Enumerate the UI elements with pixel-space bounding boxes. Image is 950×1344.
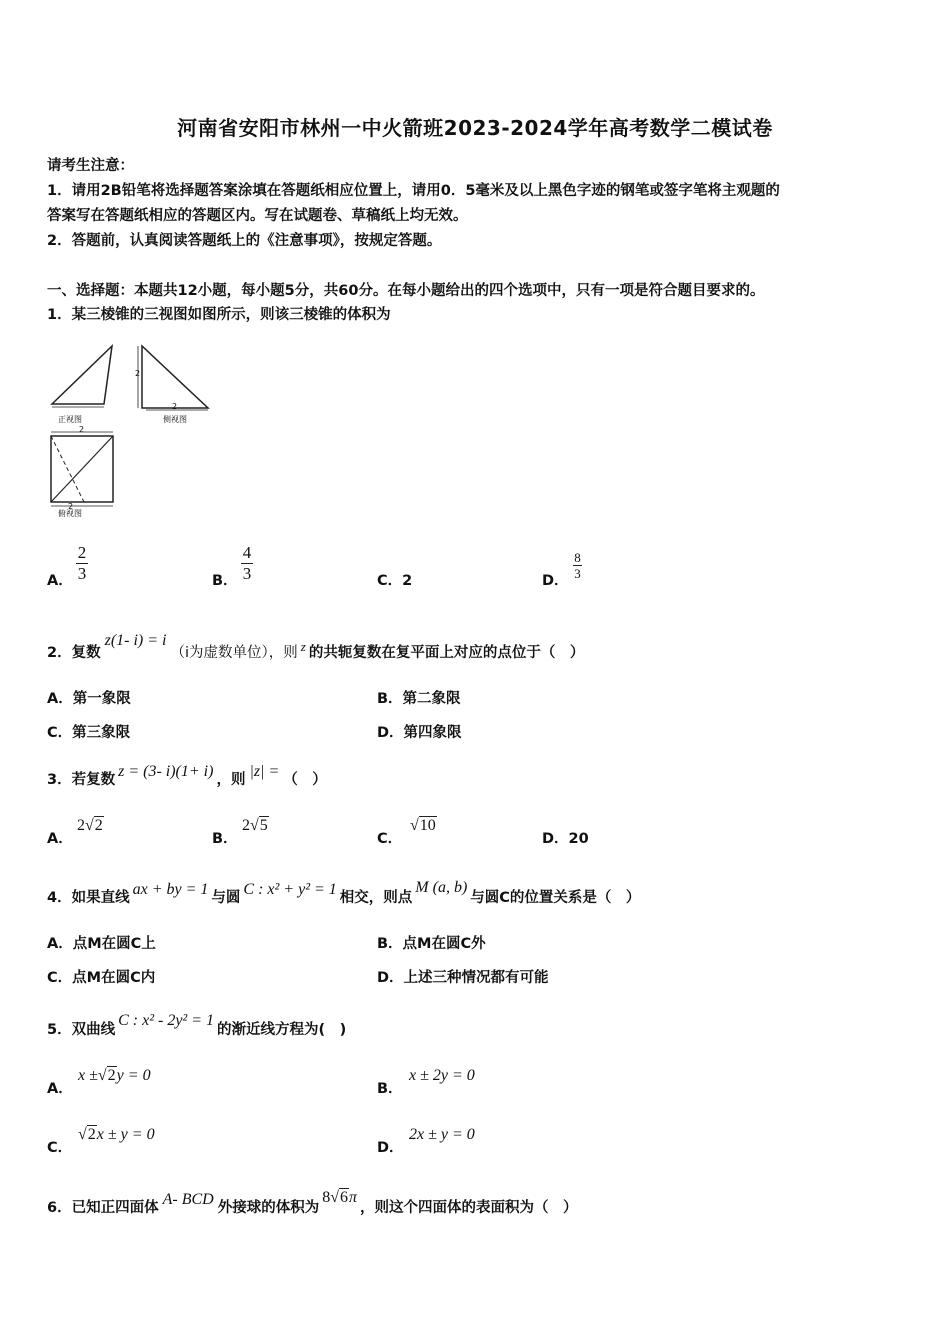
q6-stem: 6．已知正四面体 A- BCD 外接球的体积为8√6π，则这个四面体的表面积为（ ） — [47, 1189, 578, 1216]
q1-stem: 1．某三棱锥的三视图如图所示，则该三棱锥的体积为 — [47, 307, 391, 323]
q3-option-c-label: C． — [377, 831, 403, 847]
q2-option-b: B．第二象限 — [377, 691, 461, 707]
q5-option-c-value: √2x ± y = 0 — [78, 1126, 155, 1143]
q4-option-c: C．点M在圆C内 — [47, 970, 156, 986]
notice-heading: 请考生注意： — [47, 158, 134, 174]
q5-option-d-label: D． — [377, 1140, 404, 1156]
q5-option-c-label: C． — [47, 1140, 73, 1156]
q5-option-b-value: x ± 2y = 0 — [409, 1067, 475, 1084]
q5-option-d-value: 2x ± y = 0 — [409, 1126, 475, 1143]
top-view-label: 俯视图 — [58, 509, 82, 518]
side-width-label: 2 — [172, 402, 178, 411]
q4-option-b: B．点M在圆C外 — [377, 936, 486, 952]
notice-line-1a: 1．请用2B铅笔将选择题答案涂填在答题纸相应位置上，请用0．5毫米及以上黑色字迹的钢笔或签字笔将主观题的 — [47, 183, 780, 199]
q2-option-a: A．第一象限 — [47, 691, 131, 707]
q1-option-b-value: 4 3 — [242, 543, 252, 583]
q2-option-c: C．第三象限 — [47, 725, 131, 741]
q5-option-a-label: A． — [47, 1081, 73, 1097]
q2-stem: 2．复数z(1- i) = i（i为虚数单位），则 z 的共轭复数在复平面上对应的点位于（ ） — [47, 632, 585, 661]
q4-option-d: D．上述三种情况都有可能 — [377, 970, 549, 986]
q3-option-d: D．20 — [542, 831, 589, 847]
q2-equation: z(1- i) = i — [104, 632, 167, 649]
q3-option-a-label: A． — [47, 831, 73, 847]
side-view-label: 侧视图 — [163, 415, 187, 424]
front-view-triangle — [52, 346, 112, 404]
q4-option-a: A．点M在圆C上 — [47, 936, 156, 952]
q1-option-d-value: 8 3 — [574, 550, 581, 581]
q3-stem: 3．若复数 z = (3- i)(1+ i) ，则 |z| = （ ） — [47, 763, 327, 788]
q3-option-b-value: 2√5 — [242, 817, 268, 834]
three-view-figure — [44, 340, 219, 525]
q5-option-a-value: x ±√2y = 0 — [78, 1067, 151, 1084]
top-bottom-label: 2 — [68, 502, 74, 511]
side-height-label: 2 — [135, 369, 141, 378]
q3-option-c-value: √10 — [410, 817, 436, 834]
q1-option-b-label: B． — [212, 573, 238, 589]
front-view-label: 正视图 — [58, 415, 82, 424]
notice-line-1b: 答案写在答题纸相应的答题区内。写在试题卷、草稿纸上均无效。 — [47, 208, 468, 224]
q6-volume: 8√6π — [322, 1189, 357, 1206]
q2-option-d: D．第四象限 — [377, 725, 462, 741]
q1-option-a-label: A． — [47, 573, 73, 589]
q3-option-a-value: 2√2 — [77, 817, 103, 834]
q1-option-d-label: D． — [542, 573, 569, 589]
q5-option-b-label: B． — [377, 1081, 403, 1097]
q5-equation: C : x² - 2y² = 1 — [118, 1012, 215, 1029]
q3-equation: z = (3- i)(1+ i) — [118, 763, 214, 780]
top-width-label: 2 — [79, 425, 85, 434]
q1-option-c: C．2 — [377, 573, 413, 589]
side-view-triangle — [142, 346, 208, 408]
q4-stem: 4．如果直线 ax + by = 1 与圆 C : x² + y² = 1 相交，则点M (a, b)与圆C的位置关系是（ ） — [47, 879, 641, 906]
section-heading: 一、选择题：本题共12小题，每小题5分，共60分。在每小题给出的四个选项中，只有一项是符合题目要求的。 — [47, 283, 765, 299]
q3-option-b-label: B． — [212, 831, 238, 847]
q1-option-a-value: 2 3 — [77, 543, 87, 583]
q5-stem: 5．双曲线C : x² - 2y² = 1的渐近线方程为( ) — [47, 1012, 347, 1038]
page-title: 河南省安阳市林州一中火箭班2023-2024学年高考数学二模试卷 — [177, 116, 773, 140]
notice-line-2: 2．答题前，认真阅读答题纸上的《注意事项》，按规定答题。 — [47, 233, 442, 249]
